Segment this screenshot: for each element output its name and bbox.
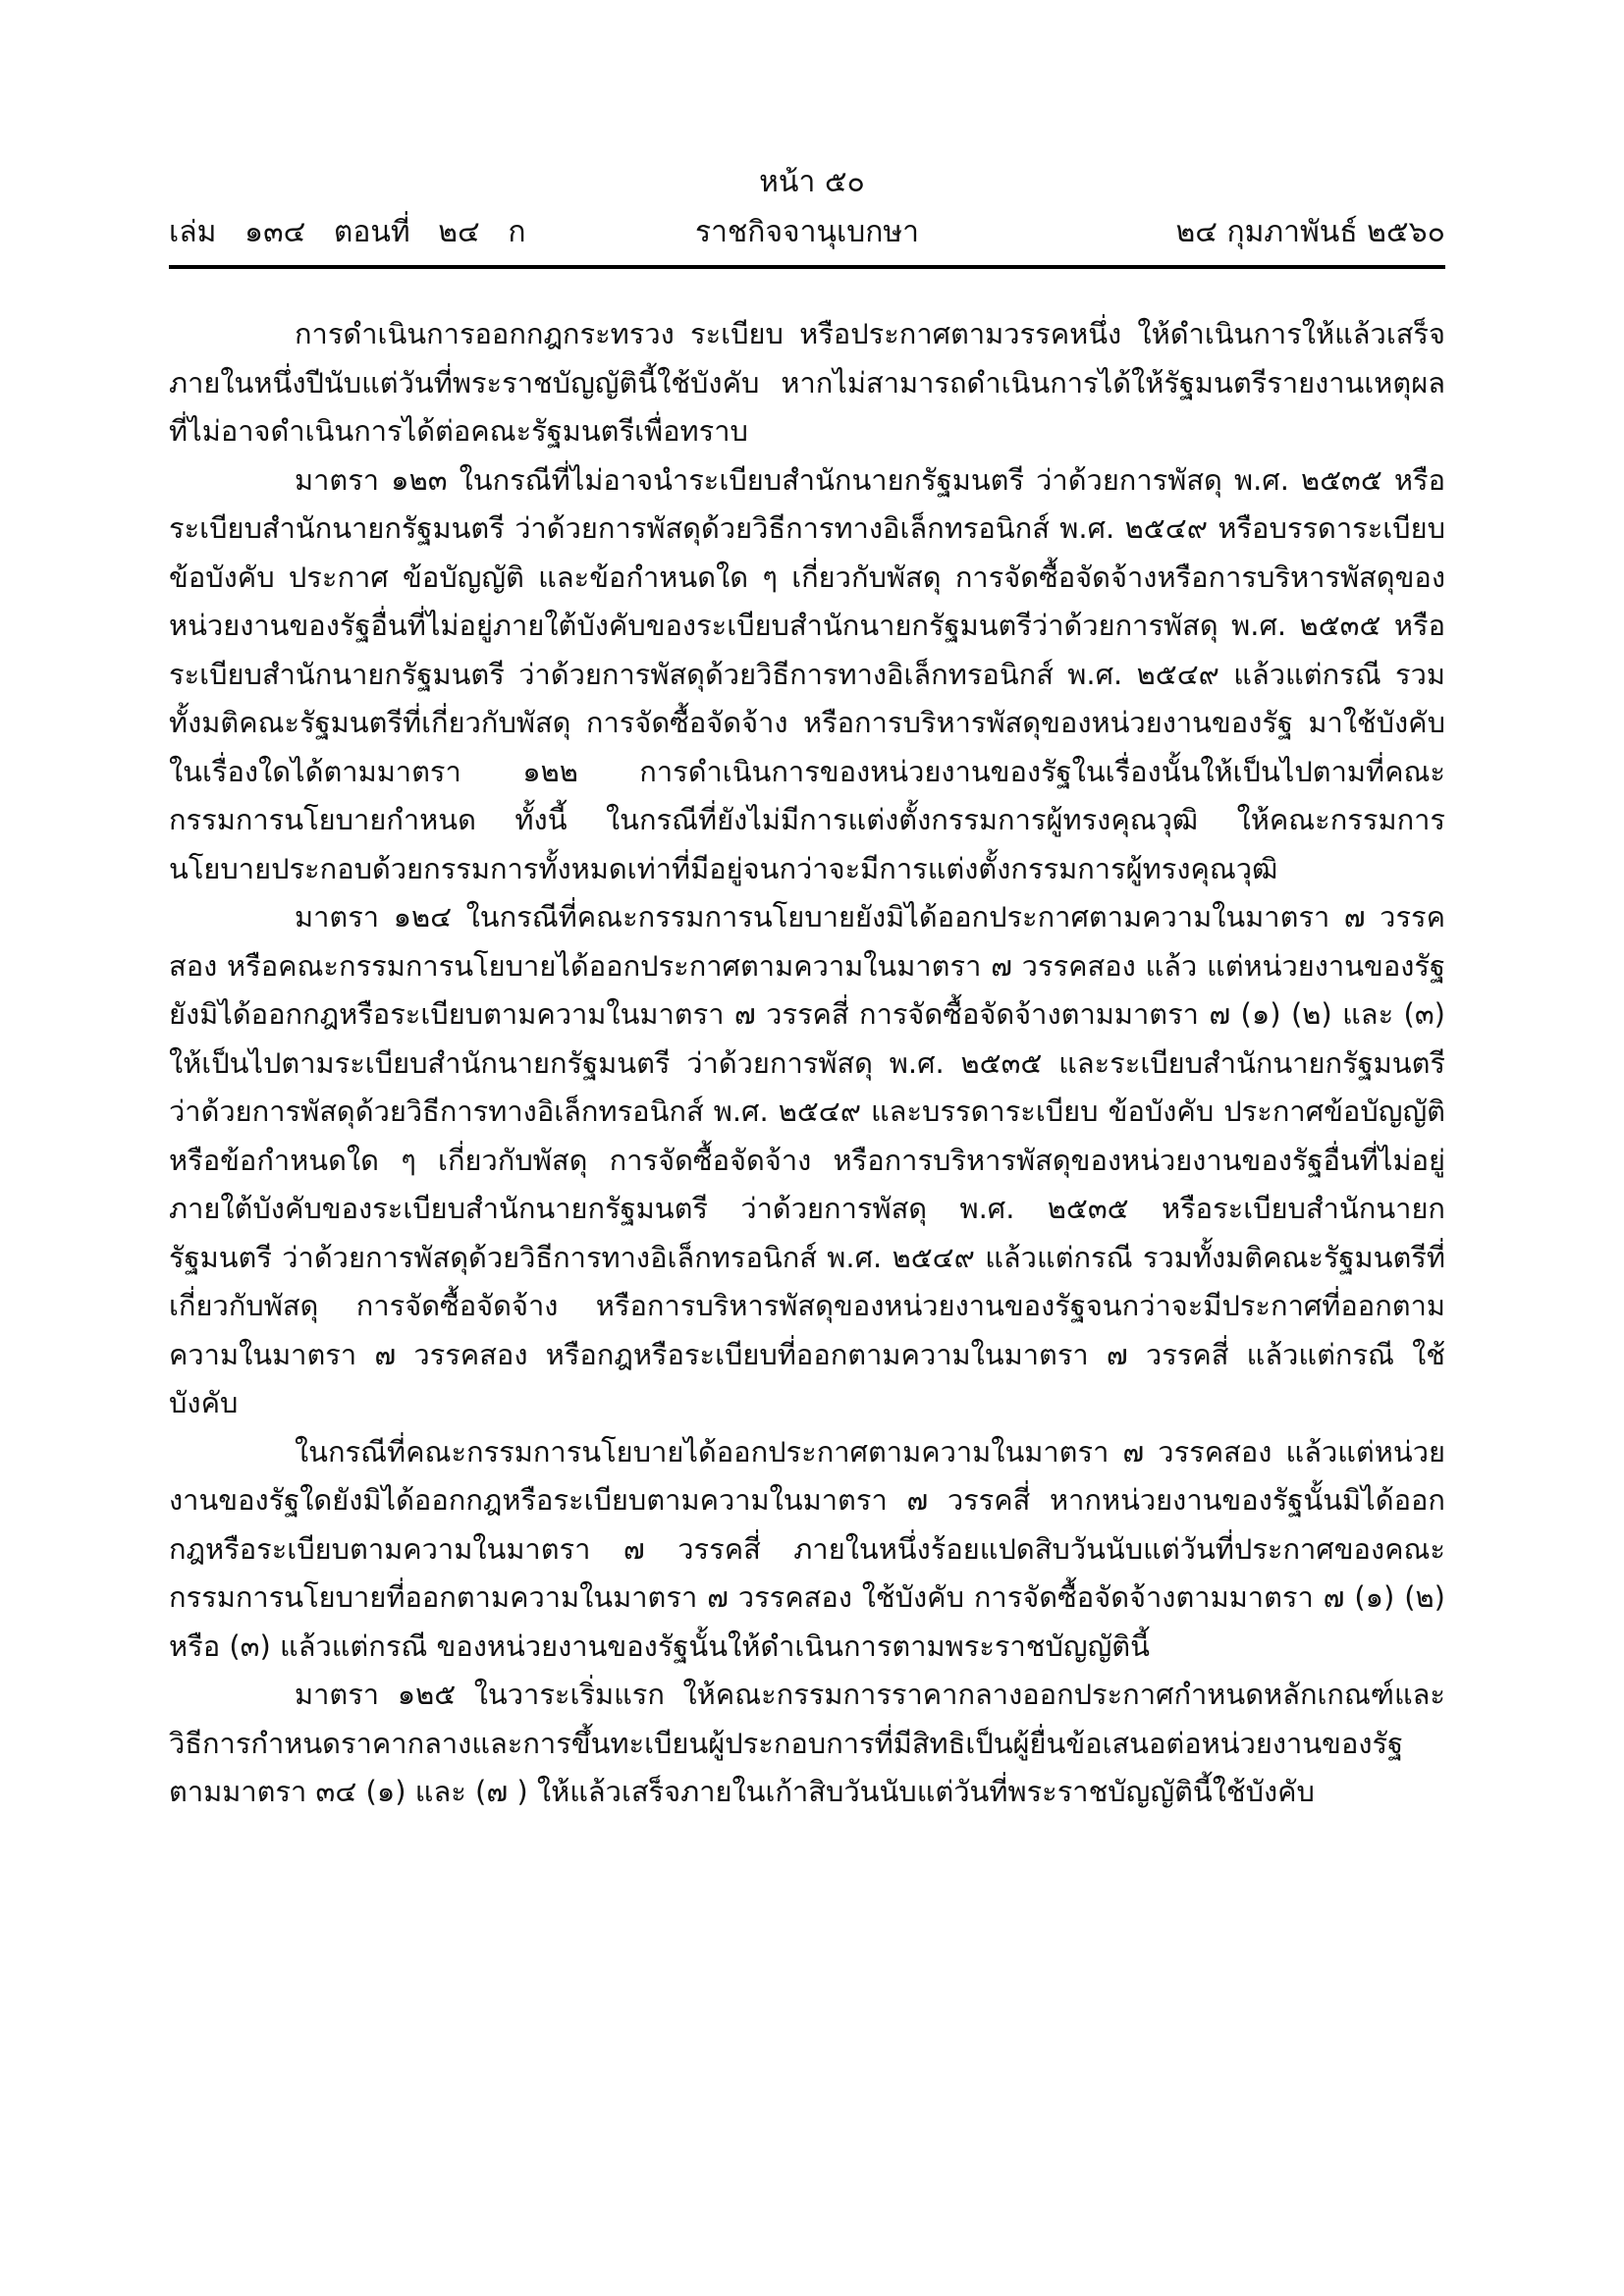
gazette-title: ราชกิจจานุเบกษา — [694, 215, 920, 249]
gazette-header — [169, 211, 1445, 254]
page-number: หน้า ๕๐ — [759, 165, 865, 199]
document-body — [169, 310, 1445, 1817]
paragraph: การดำเนินการออกกฎกระทรวง ระเบียบ หรือประกาศตามวรรคหนึ่ง ให้ดำเนินการให้แล้วเสร็จภายในหนึ่งปีนับแต่วันที่พระราชบัญญัตินี้ใช้บังคับ หากไม่สามารถดำเนินการได้ให้รัฐมนตรีรายงานเหตุผลที่ไม่อาจดำเนินการได้ต่อคณะรัฐมนตรีเพื่อทราบ — [169, 317, 1445, 448]
paragraph: ในกรณีที่คณะกรรมการนโยบายได้ออกประกาศตามความในมาตรา ๗ วรรคสอง แล้วแต่หน่วยงานของรัฐใดยังมิได้ออกกฎหรือระเบียบตามความในมาตรา ๗ วรรคสี่ หากหน่วยงานของรัฐนั้นมิได้ออกกฎหรือระเบียบตามความในมาตรา ๗ วรรคสี่ ภายในหนึ่งร้อยแปดสิบวันนับแต่วันที่ประกาศของคณะกรรมการนโยบายที่ออกตามความในมาตรา ๗ วรรคสอง ใช้บังคับ การจัดซื้อจัดจ้างตามมาตรา ๗ (๑) (๒) หรือ (๓) แล้วแต่กรณี ของหน่วยงานของรัฐนั้นให้ดำเนินการตามพระราชบัญญัตินี้ — [169, 1434, 1445, 1663]
volume-issue: เล่ม ๑๓๔ ตอนที่ ๒๔ ก — [169, 215, 526, 249]
publication-date: ๒๔ กุมภาพันธ์ ๒๕๖๐ — [1175, 215, 1445, 249]
section-123: มาตรา ๑๒๓ ในกรณีที่ไม่อาจนำระเบียบสำนักนายกรัฐมนตรี ว่าด้วยการพัสดุ พ.ศ. ๒๕๓๕ หรือระเบียบสำนักนายกรัฐมนตรี ว่าด้วยการพัสดุด้วยวิธีการทางอิเล็กทรอนิกส์ พ.ศ. ๒๕๔๙ หรือบรรดาระเบียบ ข้อบังคับ ประกาศ ข้อบัญญัติ และข้อกำหนดใด ๆ เกี่ยวกับพัสดุ การจัดซื้อจัดจ้างหรือการบริหารพัสดุของหน่วยงานของรัฐอื่นที่ไม่อยู่ภายใต้บังคับของระเบียบสำนักนายกรัฐมนตรีว่าด้วยการพัสดุ พ.ศ. ๒๕๓๕ หรือระเบียบสำนักนายกรัฐมนตรี ว่าด้วยการพัสดุด้วยวิธีการทางอิเล็กทรอนิกส์ พ.ศ. ๒๕๔๙ แล้วแต่กรณี รวมทั้งมติคณะรัฐมนตรีที่เกี่ยวกับพัสดุ การจัดซื้อจัดจ้าง หรือการบริหารพัสดุของหน่วยงานของรัฐ มาใช้บังคับในเรื่องใดได้ตามมาตรา ๑๒๒ การดำเนินการของหน่วยงานของรัฐในเรื่องนั้นให้เป็นไปตามที่คณะกรรมการนโยบายกำหนด ทั้งนี้ ในกรณีที่ยังไม่มีการแต่งตั้งกรรมการผู้ทรงคุณวุฒิ ให้คณะกรรมการนโยบายประกอบด้วยกรรมการทั้งหมดเท่าที่มีอยู่จนกว่าจะมีการแต่งตั้งกรรมการผู้ทรงคุณวุฒิ — [169, 462, 1445, 885]
section-124: มาตรา ๑๒๔ ในกรณีที่คณะกรรมการนโยบายยังมิได้ออกประกาศตามความในมาตรา ๗ วรรคสอง หรือคณะกรรมการนโยบายได้ออกประกาศตามความในมาตรา ๗ วรรคสอง แล้ว แต่หน่วยงานของรัฐยังมิได้ออกกฎหรือระเบียบตามความในมาตรา ๗ วรรคสี่ การจัดซื้อจัดจ้างตามมาตรา ๗ (๑) (๒) และ (๓) ให้เป็นไปตามระเบียบสำนักนายกรัฐมนตรี ว่าด้วยการพัสดุ พ.ศ. ๒๕๓๕ และระเบียบสำนักนายกรัฐมนตรีว่าด้วยการพัสดุด้วยวิธีการทางอิเล็กทรอนิกส์ พ.ศ. ๒๕๔๙ และบรรดาระเบียบ ข้อบังคับ ประกาศข้อบัญญัติ หรือข้อกำหนดใด ๆ เกี่ยวกับพัสดุ การจัดซื้อจัดจ้าง หรือการบริหารพัสดุของหน่วยงานของรัฐอื่นที่ไม่อยู่ภายใต้บังคับของระเบียบสำนักนายกรัฐมนตรี ว่าด้วยการพัสดุ พ.ศ. ๒๕๓๕ หรือระเบียบสำนักนายกรัฐมนตรี ว่าด้วยการพัสดุด้วยวิธีการทางอิเล็กทรอนิกส์ พ.ศ. ๒๕๔๙ แล้วแต่กรณี รวมทั้งมติคณะรัฐมนตรีที่เกี่ยวกับพัสดุ การจัดซื้อจัดจ้าง หรือการบริหารพัสดุของหน่วยงานของรัฐจนกว่าจะมีประกาศที่ออกตามความในมาตรา ๗ วรรคสอง หรือกฎหรือระเบียบที่ออกตามความในมาตรา ๗ วรรคสี่ แล้วแต่กรณี ใช้บังคับ — [169, 900, 1445, 1419]
header-divider — [169, 265, 1445, 269]
section-125: มาตรา ๑๒๕ ในวาระเริ่มแรก ให้คณะกรรมการราคากลางออกประกาศกำหนดหลักเกณฑ์และวิธีการกำหนดราคากลางและการขึ้นทะเบียนผู้ประกอบการที่มีสิทธิเป็นผู้ยื่นข้อเสนอต่อหน่วยงานของรัฐตามมาตรา ๓๔ (๑) และ (๗ ) ให้แล้วเสร็จภายในเก้าสิบวันนับแต่วันที่พระราชบัญญัตินี้ใช้บังคับ — [169, 1678, 1445, 1808]
